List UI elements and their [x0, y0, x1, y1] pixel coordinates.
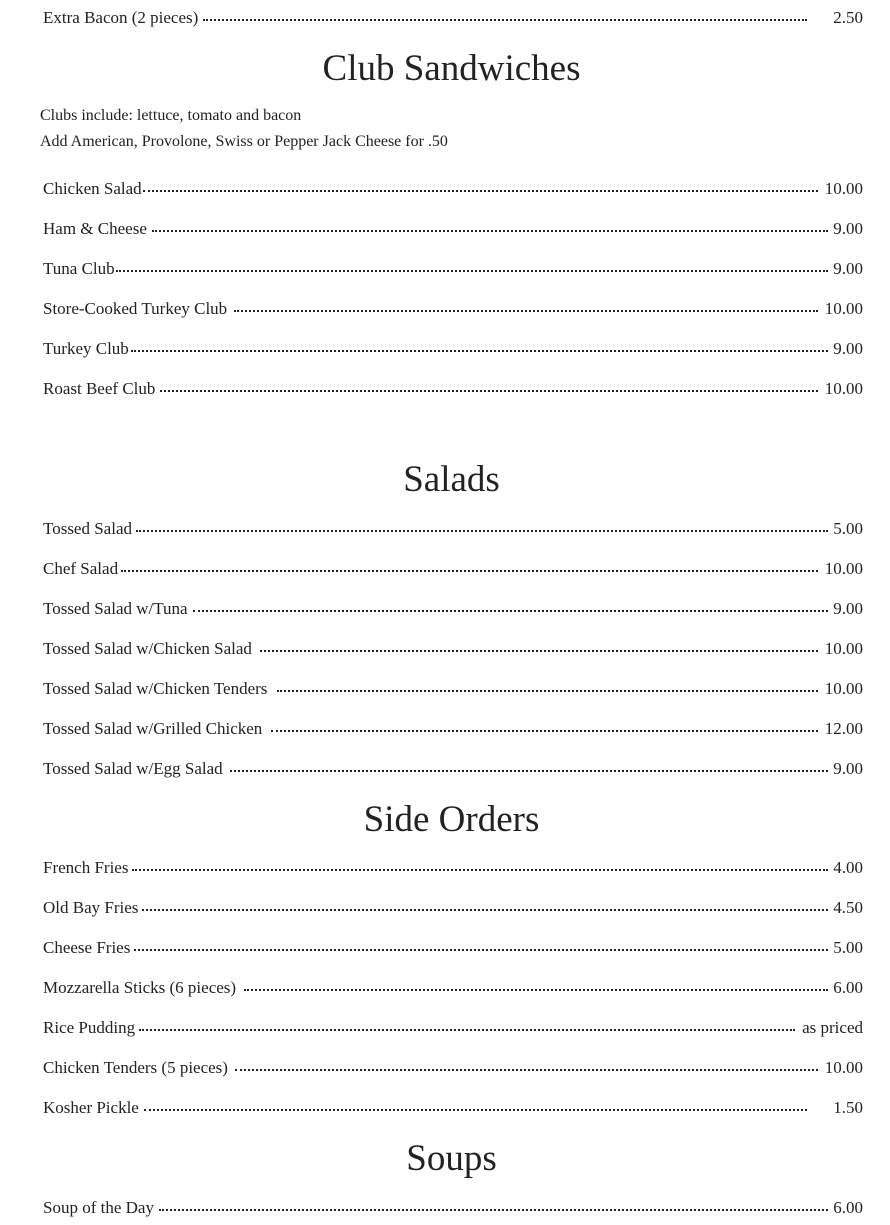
- menu-item-row: [43, 1017, 863, 1039]
- section-title-side-orders: Side Orders: [363, 799, 540, 840]
- menu-item-price: 10.00: [824, 299, 863, 318]
- dot-leader: [260, 650, 818, 652]
- dot-leader: [131, 350, 828, 352]
- menu-item-row: [43, 1197, 863, 1219]
- menu-item-name: Tossed Salad w/Grilled Chicken: [43, 719, 263, 738]
- menu-item-name: Turkey Club: [43, 339, 129, 358]
- menu-item-price: 9.00: [833, 599, 863, 618]
- menu-item-row: [43, 857, 863, 879]
- dot-leader: [144, 1109, 807, 1111]
- menu-item-price: 9.00: [833, 219, 863, 238]
- menu-item-row: [43, 1057, 863, 1079]
- menu-item-row: [43, 638, 863, 660]
- menu-item-name: Extra Bacon (2 pieces): [43, 8, 199, 27]
- dot-leader: [142, 909, 828, 911]
- dot-leader: [160, 390, 818, 392]
- menu-item-name: Kosher Pickle: [43, 1098, 139, 1117]
- menu-item-row: [43, 598, 863, 620]
- menu-item-row: [43, 178, 863, 200]
- menu-item-name: Soup of the Day: [43, 1198, 154, 1217]
- menu-item-name: Roast Beef Club: [43, 379, 156, 398]
- menu-item-price: 4.00: [833, 858, 863, 877]
- menu-item-name: Chicken Tenders (5 pieces): [43, 1058, 228, 1077]
- menu-item-name: Old Bay Fries: [43, 898, 139, 917]
- menu-item-price: 12.00: [824, 719, 863, 738]
- menu-item-row: [43, 218, 863, 240]
- dot-leader: [193, 610, 828, 612]
- section-note: Add American, Provolone, Swiss or Pepper Jack Cheese for .50: [40, 133, 448, 150]
- section-title-salads: Salads: [403, 459, 500, 500]
- menu-item-name: Tossed Salad: [43, 519, 132, 538]
- menu-item-name: Rice Pudding: [43, 1018, 136, 1037]
- menu-item-price: 1.50: [833, 1098, 863, 1117]
- dot-leader: [159, 1209, 828, 1211]
- section-title-soups: Soups: [406, 1138, 497, 1179]
- menu-item-row: [43, 7, 863, 29]
- menu-item-name: Store-Cooked Turkey Club: [43, 299, 228, 318]
- menu-item-row: [43, 558, 863, 580]
- dot-leader: [143, 190, 818, 192]
- menu-item-name: Cheese Fries: [43, 938, 131, 957]
- menu-item-row: [43, 258, 863, 280]
- section-title-club-sandwiches: Club Sandwiches: [322, 48, 581, 89]
- menu-item-price: 10.00: [824, 379, 863, 398]
- dot-leader: [244, 989, 828, 991]
- dot-leader: [121, 570, 818, 572]
- dot-leader: [139, 1029, 795, 1031]
- menu-item-price: 10.00: [824, 179, 863, 198]
- menu-item-price: 10.00: [824, 679, 863, 698]
- menu-item-row: [43, 937, 863, 959]
- dot-leader: [271, 730, 818, 732]
- dot-leader: [134, 949, 828, 951]
- menu-item-row: [43, 977, 863, 999]
- menu-item-price: 10.00: [824, 639, 863, 658]
- menu-item-price: 10.00: [824, 559, 863, 578]
- menu-item-row: [43, 378, 863, 400]
- menu-item-name: Tossed Salad w/Chicken Tenders: [43, 679, 268, 698]
- menu-item-row: [43, 897, 863, 919]
- section-note: Clubs include: lettuce, tomato and bacon: [40, 107, 302, 124]
- menu-item-row: [43, 518, 863, 540]
- dot-leader: [203, 19, 807, 21]
- menu-item-row: [43, 718, 863, 740]
- menu-item-price: 5.00: [833, 519, 863, 538]
- menu-item-price: 5.00: [833, 938, 863, 957]
- menu-item-name: Mozzarella Sticks (6 pieces): [43, 978, 237, 997]
- menu-item-price: 9.00: [833, 759, 863, 778]
- menu-item-price: 10.00: [824, 1058, 863, 1077]
- menu-item-row: [43, 1097, 863, 1119]
- menu-item-name: Tuna Club: [43, 259, 115, 278]
- dot-leader: [234, 310, 818, 312]
- dot-leader: [235, 1069, 818, 1071]
- menu-item-name: Tossed Salad w/Tuna: [43, 599, 188, 618]
- menu-item-name: Chef Salad: [43, 559, 119, 578]
- dot-leader: [277, 690, 818, 692]
- menu-item-name: Tossed Salad w/Chicken Salad: [43, 639, 252, 658]
- menu-item-price: as priced: [802, 1018, 863, 1037]
- menu-item-name: French Fries: [43, 858, 129, 877]
- menu-item-row: [43, 758, 863, 780]
- menu-item-row: [43, 298, 863, 320]
- dot-leader: [132, 869, 828, 871]
- dot-leader: [116, 270, 828, 272]
- menu-item-name: Chicken Salad: [43, 179, 142, 198]
- menu-item-row: [43, 678, 863, 700]
- menu-item-price: 9.00: [833, 259, 863, 278]
- menu-item-price: 6.00: [833, 978, 863, 997]
- menu-item-name: Tossed Salad w/Egg Salad: [43, 759, 223, 778]
- dot-leader: [136, 530, 828, 532]
- menu-item-price: 4.50: [833, 898, 863, 917]
- menu-item-row: [43, 338, 863, 360]
- menu-item-price: 2.50: [833, 8, 863, 27]
- menu-item-price: 6.00: [833, 1198, 863, 1217]
- dot-leader: [152, 230, 828, 232]
- menu-item-name: Ham & Cheese: [43, 219, 147, 238]
- dot-leader: [230, 770, 828, 772]
- menu-item-price: 9.00: [833, 339, 863, 358]
